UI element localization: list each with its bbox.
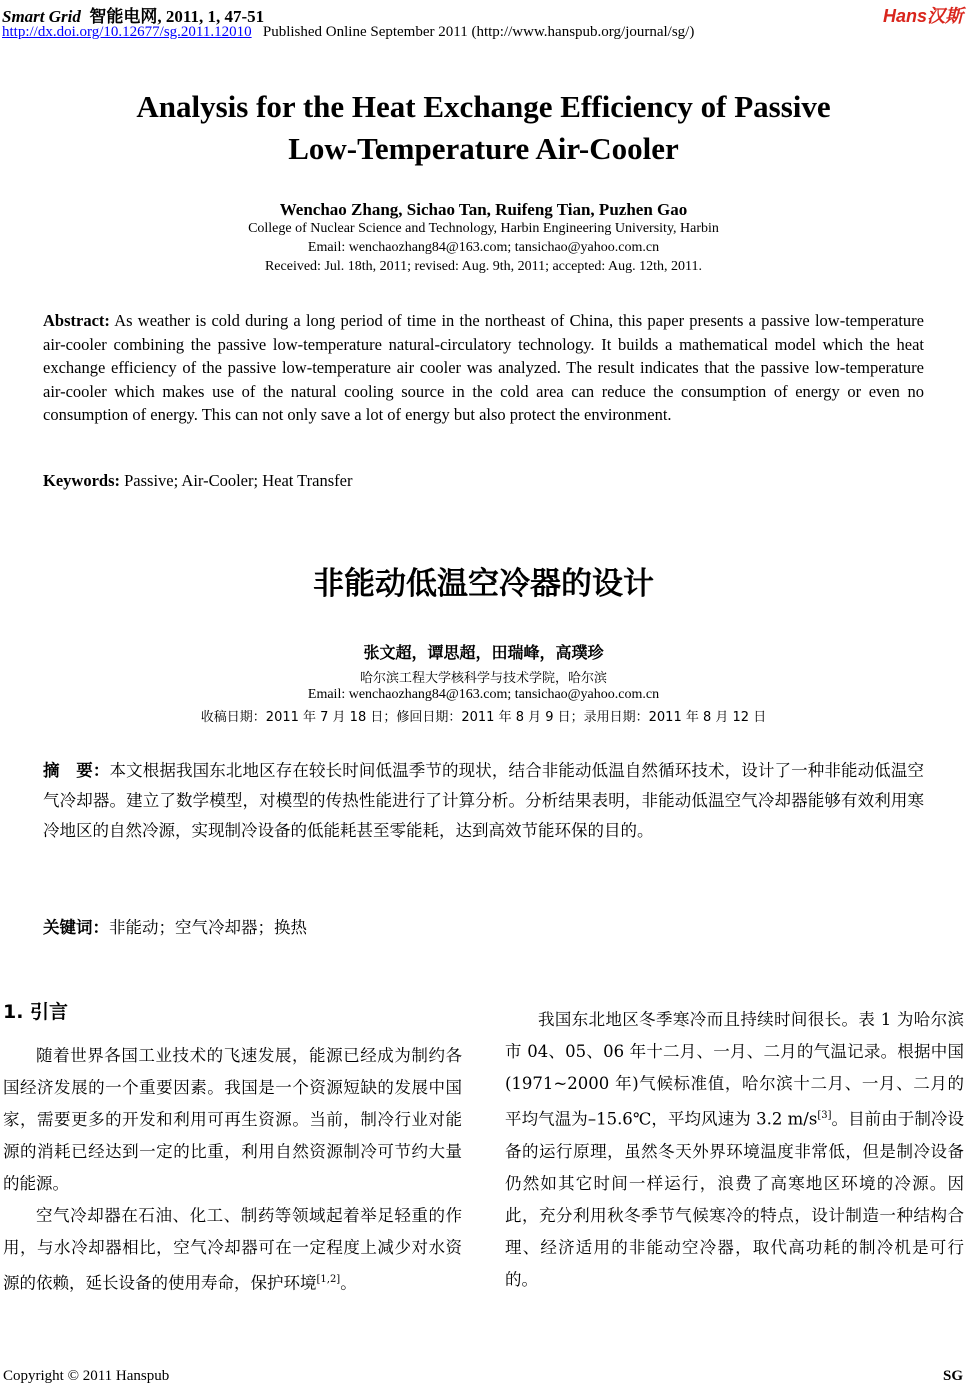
cn-abstract-text: 本文根据我国东北地区存在较长时间低温季节的现状，结合非能动低温自然循环技术，设计了一种非能动低温空气冷却器。建立了数学模型，对模型的传热性能进行了计算分析。分析结果表明，非能动低温空气冷却器能够有效利用寒冷地区的自然冷源，实现制冷设备的低能耗甚至零能耗，达到高效节能环保的目的。 (43, 761, 924, 840)
doi-link[interactable]: http://dx.doi.org/10.12677/sg.2011.12010 (2, 24, 252, 40)
english-title (0, 86, 967, 170)
keywords-label: Keywords: (43, 471, 120, 490)
citation: [1,2] (316, 1274, 341, 1285)
chinese-authors: 张文超，谭思超，田瑞峰，高璞珍 (363, 643, 604, 662)
chinese-abstract (43, 756, 924, 846)
citation: [3] (817, 1110, 832, 1121)
hans-logo: Hans汉斯 (882, 6, 963, 26)
p3-text-a: 我国东北地区冬季寒冷而且持续时间很长。表 1 为哈尔滨市 04、05、06 年十二月、一月、二月的气温记录。根据中国(1971~2000 年)气候标准值，哈尔滨十二月、一月、二月的平均气温为–15.6℃，平均风速为 3.2 m/s (505, 1010, 964, 1129)
paragraph-2 (3, 1200, 462, 1300)
abstract-text: As weather is cold during a long period of time in the northeast of China, this paper presents a passive low-temperature air-cooler combining the passive low-temperature natural-circulatory technology. It builds a mathematical model which the heat exchange efficiency of the passive low-temperature air cooler was analyzed. The result indicates that the passive low-temperature air-cooler which makes use of the natural cooling source in the cold area can reduce the consumption of energy or even no consumption of energy. This can not only save a lot of energy but also protect the environment. (43, 311, 924, 424)
published-info: Published Online September 2011 (http://www.hanspub.org/journal/sg/) (262, 24, 695, 40)
chinese-affiliation: 哈尔滨工程大学核科学与技术学院，哈尔滨 (359, 671, 607, 686)
journal-issue: 智能电网, 2011, 1, 47-51 (89, 7, 265, 26)
english-abstract (43, 309, 924, 427)
english-received: Received: Jul. 18th, 2011; revised: Aug. 9th, 2011; accepted: Aug. 12th, 2011. (264, 259, 703, 274)
keywords-text: Passive; Air-Cooler; Heat Transfer (120, 471, 353, 490)
chinese-received: 收稿日期：2011 年 7 月 18 日；修回日期：2011 年 8 月 9 日；录用日期：2011 年 8 月 12 日 (200, 710, 767, 725)
chinese-email: Email: wenchaozhang84@163.com; tansichao@yahoo.com.cn (307, 687, 660, 702)
english-affiliation: College of Nuclear Science and Technology, Harbin Engineering University, Harbin (248, 221, 719, 236)
p2-text: 空气冷却器在石油、化工、制药等领域起着举足轻重的作用，与水冷却器相比，空气冷却器可在一定程度上减少对水资源的依赖，延长设备的使用寿命，保护环境 (3, 1206, 462, 1293)
cn-keywords-text: 非能动；空气冷却器；换热 (109, 918, 307, 937)
paragraph-1: 随着世界各国工业技术的飞速发展，能源已经成为制约各国经济发展的一个重要因素。我国是一个资源短缺的发展中国家，需要更多的开发和利用可再生资源。当前，制冷行业对能源的消耗已经达到一定的比重，利用自然资源制冷可节约大量的能源。 (3, 1046, 462, 1193)
journal-name: Smart Grid (2, 7, 81, 26)
section-heading-introduction: 1. 引言 (3, 1001, 69, 1023)
cn-keywords-label: 关键词： (43, 918, 109, 937)
p2-end: 。 (340, 1273, 357, 1293)
cn-abstract-label: 摘 要： (43, 761, 110, 780)
journal-code: SG (942, 1368, 963, 1384)
right-column (505, 1004, 964, 1296)
p3-text-b: 。目前由于制冷设备的运行原理，虽然冬天外界环境温度非常低，但是制冷设备仍然如其它时间一样运行，浪费了高寒地区环境的冷源。因此，充分利用秋冬季节气候寒冷的特点，设计制造一种结构合理、经济适用的非能动空冷器，取代高功耗的制冷机是可行的。 (505, 1109, 964, 1289)
chinese-keywords (43, 912, 307, 944)
title-line-2: Low-Temperature Air-Cooler (288, 131, 679, 166)
left-column (3, 1040, 462, 1300)
english-keywords (43, 469, 352, 493)
english-authors: Wenchao Zhang, Sichao Tan, Ruifeng Tian, Puzhen Gao (279, 200, 688, 219)
copyright: Copyright © 2011 Hanspub (3, 1368, 170, 1384)
title-line-1: Analysis for the Heat Exchange Efficiency of Passive (136, 89, 831, 124)
paragraph-3 (505, 1004, 964, 1296)
doi-line (2, 24, 694, 41)
english-email: Email: wenchaozhang84@163.com; tansichao@yahoo.com.cn (307, 240, 660, 255)
abstract-label: Abstract: (43, 311, 110, 330)
chinese-title: 非能动低温空冷器的设计 (313, 566, 654, 602)
